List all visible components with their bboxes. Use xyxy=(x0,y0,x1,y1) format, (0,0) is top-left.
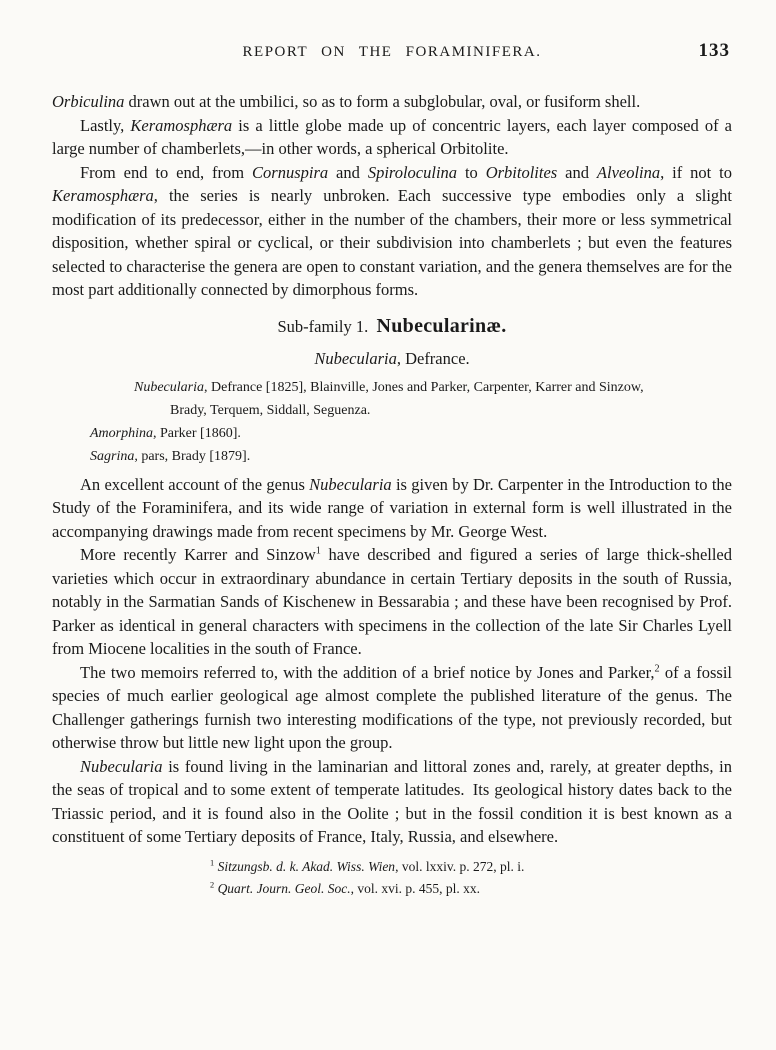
synonymy-entry-sagrina xyxy=(52,445,732,468)
paragraph-distribution xyxy=(52,755,732,849)
paragraph-karrer-sinzow xyxy=(52,543,732,661)
text-run: , pars, Brady [1879]. xyxy=(134,448,251,464)
text-run: Orbiculina xyxy=(52,92,125,111)
text-run: to xyxy=(457,162,486,182)
page-number: 133 xyxy=(698,40,730,61)
text-run: 1 xyxy=(315,545,321,557)
text-run: is found living in the laminarian and littoral zones and, rarely, at greater depths, in the seas of tropical and to some extent of temperate latitudes. Its geological history dates back to the Triassic period, and it is found also in the Oolite ; but in the fossil condition it is best known as a constituent of some Tertiary deposits of France, Italy, Russia, and elsewhere. xyxy=(52,756,732,846)
text-run: Cornuspira xyxy=(252,162,329,182)
paragraph-series-unbroken xyxy=(52,161,732,302)
text-run: , Defrance. xyxy=(396,348,470,368)
footnote-1 xyxy=(210,856,732,878)
text-run: , vol. lxxiv. p. 272, pl. i. xyxy=(395,858,525,874)
text-run: and xyxy=(328,162,368,182)
text-run: 2 xyxy=(210,880,215,889)
text-run: , the series is nearly unbroken. Each successive type embodies only a slight modification of its predecessor, either in the number of the chambers, their more or less symmetrical disposition, whether spiral or cyclical, or their subdivision into chamberlets ; but even the features selected to characterise the genera are open to constant variation, and the genera themselves are for the most part additionally connected by dimorphous forms. xyxy=(52,186,732,299)
text-run: The two memoirs referred to, with the addition of a brief notice by Jones and Parker, xyxy=(80,662,655,682)
text-run: An excellent account of the genus xyxy=(80,474,310,494)
running-header xyxy=(52,40,732,66)
text-run: Nubecularia xyxy=(309,474,392,494)
text-run: is given by Dr. Carpenter in the Introduction to the Study of the Foraminifera, and its wide range of variation in external form is well illustrated in the accompanying drawings made from recent specimens by Mr. George West. xyxy=(52,474,732,541)
text-run: Brady, Terquem, Siddall, Seguenza. xyxy=(170,402,371,418)
paragraph-carpenter-account xyxy=(52,473,732,544)
text-run: , vol. xvi. p. 455, pl. xx. xyxy=(350,880,481,896)
text-run: Orbitolites xyxy=(485,162,558,182)
text-run: 1 xyxy=(210,858,215,867)
text-run: , Defrance [1825], Blainville, Jones and Parker, Carpenter, Karrer and Sinzow, xyxy=(204,379,644,395)
text-run: have described and figured a series of large thick-shelled varieties which occur in extraordinary abundance in certain Tertiary deposits in the south of Russia, notably in the Sarmatian Sands of Kischenew in Bessarabia ; and these have been recognised by Prof. Parker as identical in general characters with specimens in the collection of the late Sir Charles Lyell from Miocene localities in the south of France. xyxy=(52,545,733,658)
text-run: Sitzungsb. d. k. Akad. Wiss. Wien xyxy=(217,858,396,874)
paragraph-memoirs-challenger xyxy=(52,661,732,755)
text-run: Alveolina xyxy=(596,162,661,182)
synonymy-entry-nubecularia xyxy=(52,376,732,399)
text-run: Sagrina xyxy=(90,448,135,464)
paragraph-keramosphaera xyxy=(52,114,732,161)
text-run: , Parker [1860]. xyxy=(153,425,241,441)
text-run: Keramosphæra xyxy=(52,186,154,205)
genus-heading xyxy=(52,347,732,370)
synonymy-list xyxy=(52,376,732,468)
text-run: Nubecularia xyxy=(80,756,163,776)
text-run: More recently Karrer and Sinzow xyxy=(80,545,316,564)
text-run: Nubecularia xyxy=(134,379,204,395)
synonymy-entry-amorphina xyxy=(52,422,732,445)
running-title: REPORT ON THE FORAMINIFERA. xyxy=(242,44,542,60)
text-run: drawn out at the umbilici, so as to form a subglobular, oval, or fusiform shell. xyxy=(124,92,641,111)
text-run: of a fossil species of much earlier geological age almost complete the published literature of the genus. The Challenger gatherings furnish two interesting modifications of the type, not previously recorded, but otherwise throw but little new light upon the group. xyxy=(52,662,733,752)
text-run: 2 xyxy=(654,663,660,674)
text-run: Spiroloculina xyxy=(367,162,458,182)
text-run: Sub-family 1. xyxy=(277,316,377,336)
footnotes xyxy=(52,856,732,900)
text-run: Lastly, xyxy=(80,115,131,135)
text-run: Amorphina xyxy=(90,425,153,441)
text-run: and xyxy=(557,162,597,182)
text-run: , if not to xyxy=(660,162,733,182)
synonymy-entry-nubecularia-continued xyxy=(52,399,732,422)
text-run: From end to end, from xyxy=(80,162,253,182)
text-run: Quart. Journ. Geol. Soc. xyxy=(217,880,351,896)
subfamily-heading xyxy=(52,314,732,339)
text-run: is a little globe made up of concentric layers, each layer composed of a large number of chamberlets,—in other words, a spherical Orbitolite. xyxy=(52,115,732,158)
footnote-2 xyxy=(210,878,732,900)
text-run: Nubecularia xyxy=(314,348,397,368)
text-run: Keramosphæra xyxy=(130,115,233,135)
text-run: Nubecularinæ. xyxy=(376,314,507,337)
paragraph-orbiculina-shell xyxy=(52,90,732,114)
